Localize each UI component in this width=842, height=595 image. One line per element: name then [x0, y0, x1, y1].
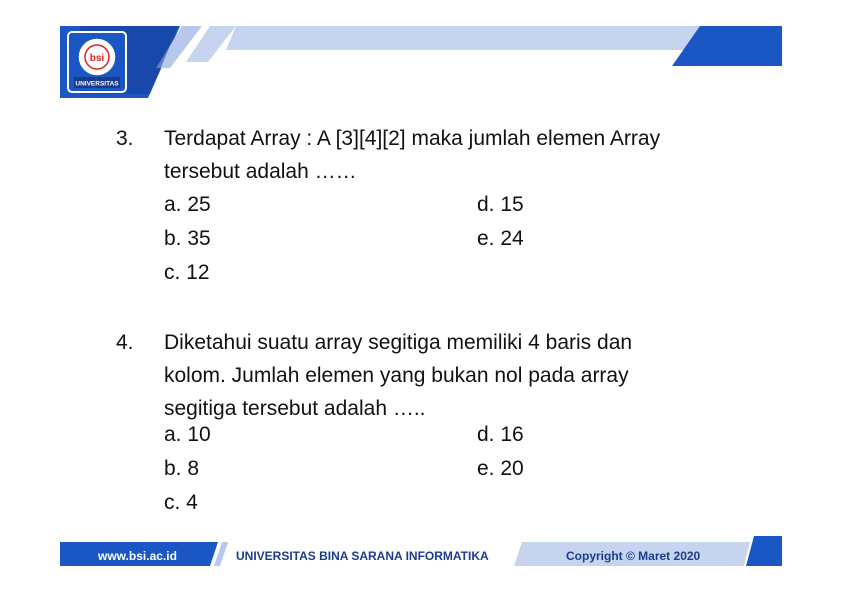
header-graphic	[60, 26, 782, 98]
option-c: c. 12	[164, 261, 210, 284]
university-logo	[66, 30, 128, 94]
question-line: kolom. Jumlah elemen yang bukan nol pada array	[164, 364, 629, 387]
footer-website[interactable]: www.bsi.ac.id	[98, 549, 177, 563]
question-number: 3.	[116, 127, 134, 150]
option-c: c. 4	[164, 491, 198, 514]
option-d: d. 15	[477, 193, 524, 216]
question-line: segitiga tersebut adalah …..	[164, 397, 426, 420]
question-number: 4.	[116, 331, 134, 354]
svg-text:bsi: bsi	[89, 53, 105, 64]
header-band	[60, 26, 782, 98]
option-a: a. 10	[164, 423, 211, 446]
question-line: Terdapat Array : A [3][4][2] maka jumlah elemen Array	[164, 127, 661, 150]
question-text	[164, 326, 764, 425]
question-text	[164, 122, 764, 188]
question-line: tersebut adalah ……	[164, 160, 357, 183]
option-a: a. 25	[164, 193, 211, 216]
option-e: e. 24	[477, 227, 524, 250]
svg-text:UNIVERSITAS: UNIVERSITAS	[75, 80, 119, 88]
option-d: d. 16	[477, 423, 524, 446]
option-b: b. 35	[164, 227, 211, 250]
footer-copyright: Copyright © Maret 2020	[566, 549, 701, 563]
footer-university-name: UNIVERSITAS BINA SARANA INFORMATIKA	[236, 549, 489, 563]
option-e: e. 20	[477, 457, 524, 480]
footer-band	[60, 536, 782, 570]
question-line: Diketahui suatu array segitiga memiliki 4 baris dan	[164, 331, 633, 354]
option-b: b. 8	[164, 457, 200, 480]
